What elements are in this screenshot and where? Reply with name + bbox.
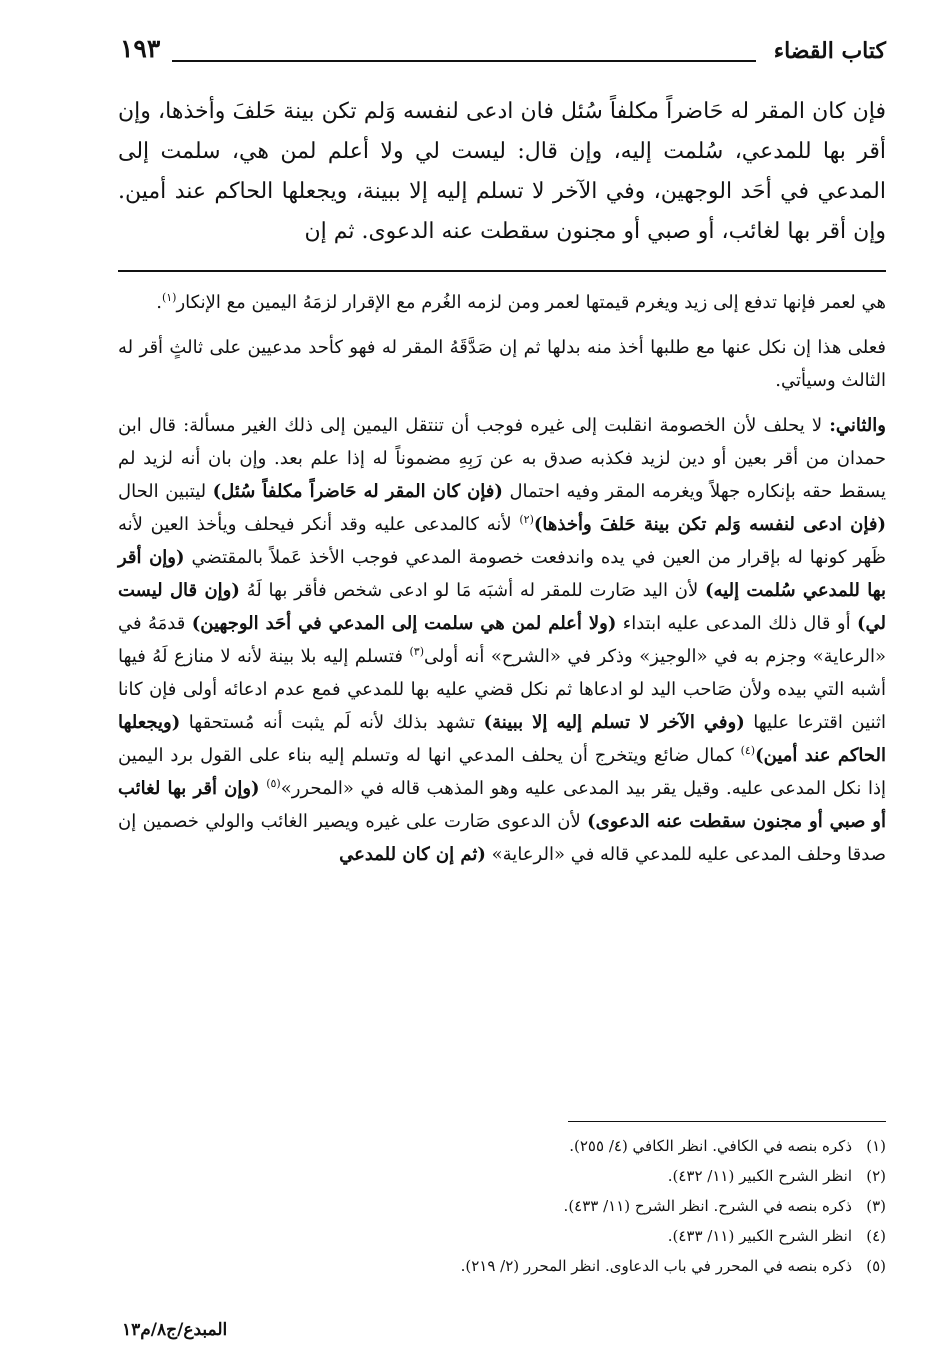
footnote-number: (١) bbox=[866, 1137, 886, 1155]
commentary-text: أو قال ذلك المدعى عليه ابتداء bbox=[616, 613, 857, 634]
commentary-text: لا يحلف لأن الخصومة انقلبت إلى غيره فوجب أن تنتقل اليمين إلى ذلك الغير مسألة: قال ابن حمدان من أقر بعين أو دين لزيد فكذبه صدق به عن رَبِهِ مضموناً له إذا علم بعد. وإن بان أنه لزيد لم يسقط حقه بإنكاره جهلاً ويغرمه المقر وفيه احتمال bbox=[118, 415, 886, 502]
matn-quote: (فإن كان المقر له حَاضراً مكلفاً سُئل) bbox=[212, 481, 503, 502]
commentary-text: لأنه كالمدعى عليه وقد أنكر فيحلف ويأخذ العين لأنه ظَهر كونها له بإقرار من العين في يده واندفعت خصومة المدعي فوجب الأخذ عَملاً بالمقتضي bbox=[118, 514, 886, 568]
matn-quote: (وإن قال ليست لي) bbox=[118, 580, 886, 634]
commentary-text: . bbox=[156, 292, 162, 313]
footnote-item bbox=[300, 1191, 886, 1221]
commentary-text: قدمَهُ في «الرعاية» وجزم به في «الوجيز» وذكر في «الشرح» أنه أولى bbox=[118, 613, 887, 667]
footnote-item bbox=[300, 1161, 886, 1191]
matn-quote: (ثم إن كان للمدعي bbox=[339, 844, 486, 865]
commentary-text: فتسلم إليه بلا بينة لأنه لا منازع لَهُ فيها أشبه التي بيده ولأن صَاحب اليد لو ادعاها ثم نكل قضي عليه بها للمدعي فمع عدم ادعائه أولى فإن كانا اثنين اقترعا عليها bbox=[118, 646, 886, 733]
page-header bbox=[120, 32, 886, 72]
matn-text: فإن كان المقر له حَاضراً مكلفاً سُئل فان ادعى لنفسه وَلم تكن بينة حَلفَ وأخذها، وإن أقر بها للمدعي، سُلمت إليه، وإن قال: ليست لي ولا أعلم لمن هي، سلمت إلى المدعي في أحَد الوجهين، وفي الآخر لا تسلم إليه إلا ببينة، ويجعلها الحاكم عند أمين. وإن أقر بها لغائب، أو صبي أو مجنون سقطت عنه الدعوى. ثم إن bbox=[118, 99, 886, 244]
commentary-paragraph-3 bbox=[118, 409, 886, 871]
footnote-item bbox=[300, 1251, 886, 1281]
matn-quote: (فإن ادعى لنفسه وَلم تكن بينة حَلفَ وأخذها) bbox=[533, 514, 887, 535]
commentary-text: لأن اليد صَارت للمقر له أشبَه مَا لو ادعى شخص فأقر بها لَهُ bbox=[239, 580, 706, 601]
footnote-number: (٤) bbox=[866, 1227, 886, 1245]
footnote-number: (٣) bbox=[866, 1197, 886, 1215]
footnote-number: (٢) bbox=[866, 1167, 886, 1185]
footnote-text: ذكره بنصه في الكافي. انظر الكافي (٤/ ٢٥٥). bbox=[569, 1137, 852, 1155]
commentary-label: والثاني: bbox=[829, 415, 886, 436]
commentary-text: هي لعمر فإنها تدفع إلى زيد ويغرم قيمتها لعمر ومن لزمه الغُرم مع الإقرار لزمَهُ اليمين مع الإنكار bbox=[176, 292, 886, 313]
matn-quote: (ويجعلها الحاكم عند أمين) bbox=[118, 712, 886, 766]
page-number: ١٩٣ bbox=[120, 34, 161, 63]
footnote-ref: (٣) bbox=[409, 645, 424, 658]
matn-separator bbox=[118, 270, 886, 272]
footnote-item bbox=[300, 1131, 886, 1161]
footnote-text: ذكره بنصه في المحرر في باب الدعاوى. انظر المحرر (٢/ ٢١٩). bbox=[460, 1257, 852, 1275]
header-rule bbox=[172, 60, 756, 62]
commentary-text: لأن الدعوى صَارت على غيره ويصير الغائب والولي خصمين إن صدقا وحلف المدعى عليه للمدعي قاله في «الرعاية» bbox=[118, 811, 886, 865]
footnote-ref: (١) bbox=[161, 291, 177, 304]
commentary-text: كمال ضائع ويتخرج أن يحلف المدعي انها له وتسلم إليه بناء على القول برد اليمين إذا نكل المدعى عليه. وقيل يقر بيد المدعى عليه وهو المذهب قاله في «المحرر» bbox=[118, 745, 886, 799]
matn-quote: (وإن أقر بها للمدعي سُلمت إليه) bbox=[118, 547, 886, 601]
footnote-text: ذكره بنصه في الشرح. انظر الشرح (١١/ ٤٣٣). bbox=[563, 1197, 852, 1215]
footnote-ref: (٢) bbox=[519, 513, 534, 526]
commentary-text: تشهد بذلك لأنه لَم يثبت أنه مُستحقها bbox=[180, 712, 484, 733]
footnotes-separator bbox=[568, 1121, 886, 1122]
footnote-text: انظر الشرح الكبير (١١/ ٤٣٢). bbox=[667, 1167, 852, 1185]
footnote-ref: (٤) bbox=[740, 744, 756, 757]
commentary-paragraph-1 bbox=[118, 286, 886, 319]
matn-quote: (وفي الآخر لا تسلم إليه إلا ببينة) bbox=[483, 712, 745, 733]
footnote-number: (٥) bbox=[866, 1257, 886, 1275]
matn-quote: (وإن أقر بها لغائب أو صبي أو مجنون سقطت عنه الدعوى) bbox=[118, 778, 886, 832]
commentary-paragraph-2: فعلى هذا إن نكل عنها مع طلبها أخذ منه بدلها ثم إن صَدَّقَهُ المقر له فهو كأحد مدعيين على ثالثٍ أقر له الثالث وسيأتي. bbox=[118, 337, 886, 391]
commentary bbox=[118, 286, 886, 871]
footnote-text: انظر الشرح الكبير (١١/ ٤٣٣). bbox=[667, 1227, 852, 1245]
footnote-ref: (٥) bbox=[266, 777, 281, 790]
footnotes bbox=[300, 1131, 886, 1281]
printer-signature: المبدع/ج٨/م١٣ bbox=[122, 1320, 228, 1340]
footnote-item bbox=[300, 1221, 886, 1251]
commentary-text: ليتبين الحال bbox=[118, 481, 213, 502]
book-title: كتاب القضاء bbox=[773, 38, 886, 64]
matn-quote: (ولا أعلم لمن هي سلمت إلى المدعي في أحَد الوجهين) bbox=[191, 613, 617, 634]
